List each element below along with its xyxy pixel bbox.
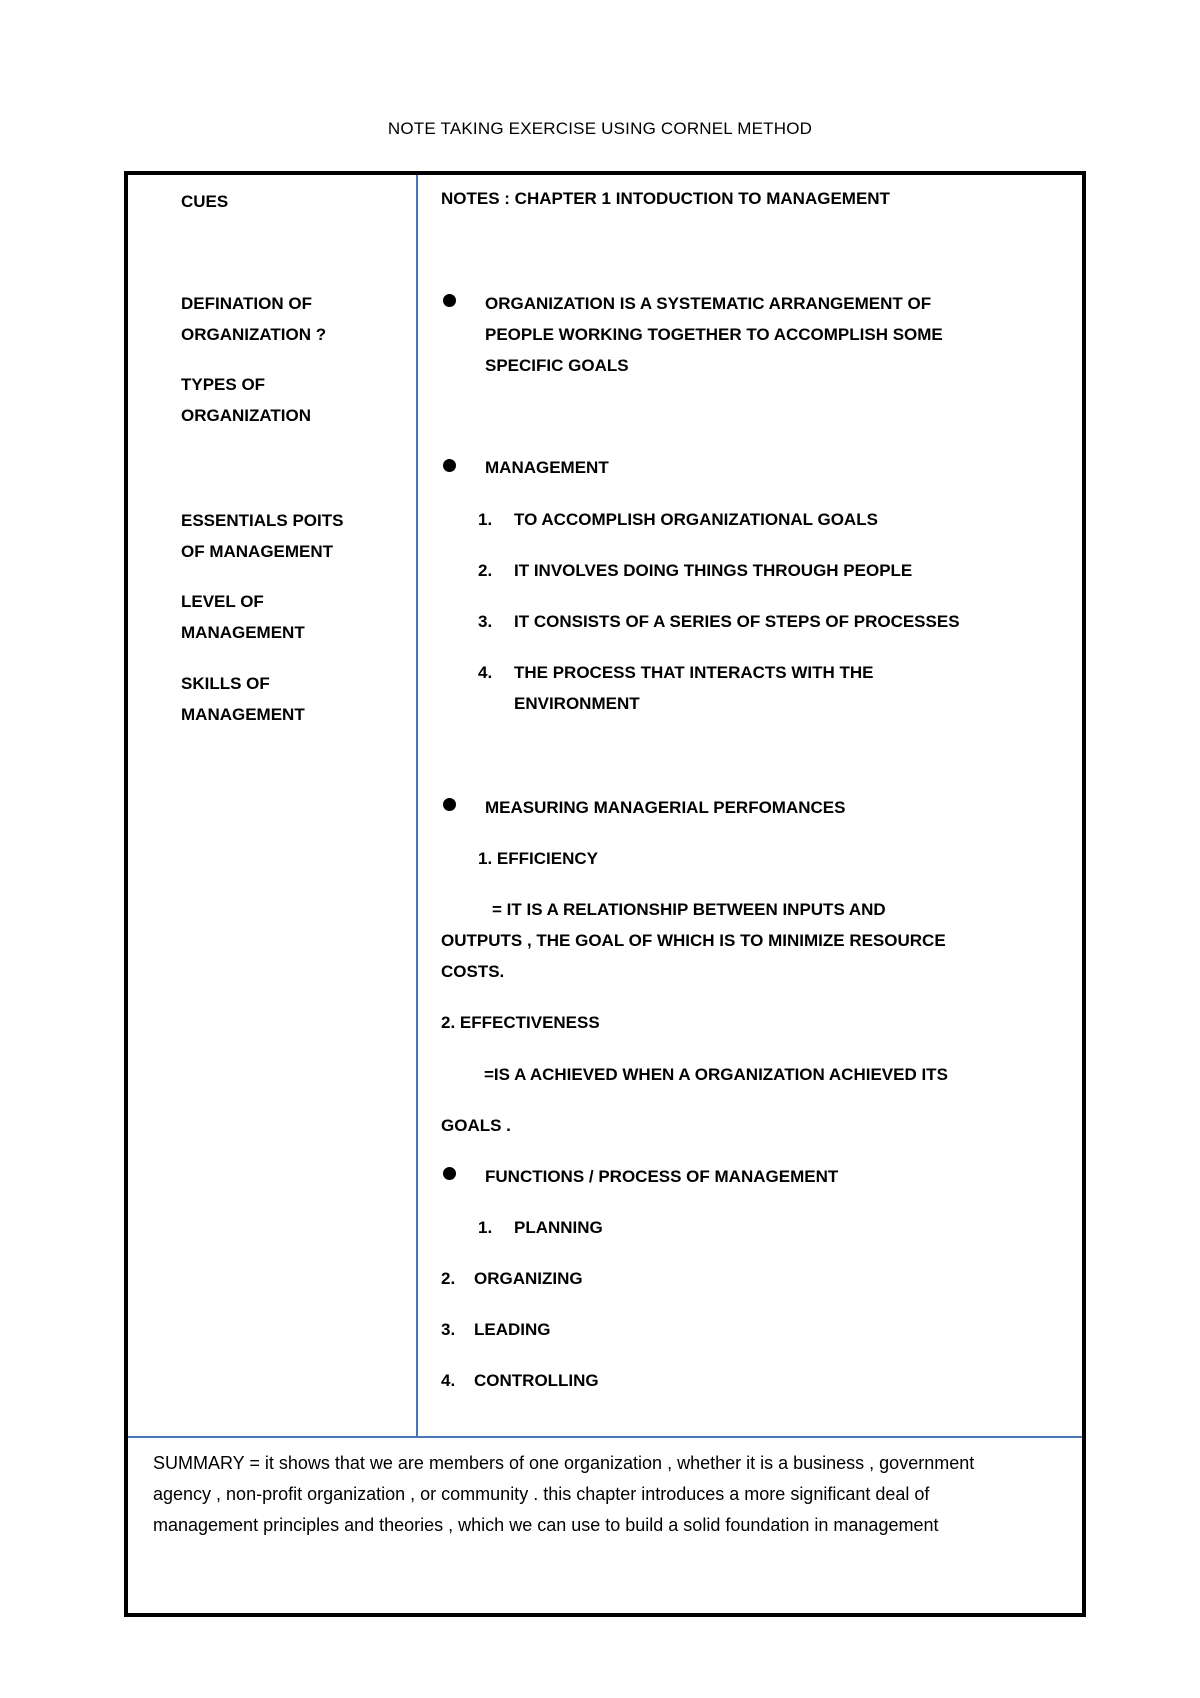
cue-column-divider — [416, 175, 418, 1437]
efficiency-label: 1. EFFICIENCY — [478, 849, 598, 868]
bullet-icon — [443, 294, 456, 307]
management-heading: MANAGEMENT — [485, 458, 609, 477]
effectiveness-definition: GOALS . — [441, 1116, 511, 1135]
list-item: TO ACCOMPLISH ORGANIZATIONAL GOALS — [514, 510, 878, 529]
efficiency-definition: = IT IS A RELATIONSHIP BETWEEN INPUTS AND — [492, 900, 886, 919]
bullet-icon — [443, 1167, 456, 1180]
summary-divider — [128, 1436, 1082, 1438]
list-number: 1. — [478, 510, 493, 529]
list-number: 2. — [478, 561, 493, 580]
efficiency-definition: OUTPUTS , THE GOAL OF WHICH IS TO MINIMIZE RESOURCE — [441, 931, 946, 950]
cues-header: CUES — [181, 192, 229, 211]
cue-item: LEVEL OF MANAGEMENT — [181, 592, 305, 642]
notes-header: NOTES : CHAPTER 1 INTODUCTION TO MANAGEMENT — [441, 189, 890, 208]
list-item: IT CONSISTS OF A SERIES OF STEPS OF PROCESSES — [514, 612, 960, 631]
cue-item: ESSENTIALS POITS OF MANAGEMENT — [181, 511, 344, 561]
organization-definition: ORGANIZATION IS A SYSTEMATIC ARRANGEMENT OF PEOPLE WORKING TOGETHER TO ACCOMPLISH SOME SPECIFIC GOALS — [485, 294, 943, 375]
list-number: 2. — [441, 1269, 456, 1288]
bullet-icon — [443, 798, 456, 811]
list-item: LEADING — [474, 1320, 551, 1339]
page-title: NOTE TAKING EXERCISE USING CORNEL METHOD — [387, 119, 813, 138]
list-item: THE PROCESS THAT INTERACTS WITH THE ENVIRONMENT — [514, 663, 874, 713]
measuring-heading: MEASURING MANAGERIAL PERFOMANCES — [485, 798, 846, 817]
list-number: 4. — [478, 663, 493, 682]
bullet-icon — [443, 459, 456, 472]
list-number: 4. — [441, 1371, 456, 1390]
effectiveness-definition: =IS A ACHIEVED WHEN A ORGANIZATION ACHIEVED ITS — [484, 1065, 948, 1084]
effectiveness-label: 2. EFFECTIVENESS — [441, 1013, 600, 1032]
efficiency-definition: COSTS. — [441, 962, 505, 981]
list-number: 1. — [478, 1218, 493, 1237]
list-number: 3. — [478, 612, 493, 631]
cue-item: DEFINATION OF ORGANIZATION ? — [181, 294, 327, 344]
list-item: ORGANIZING — [474, 1269, 583, 1288]
list-item: CONTROLLING — [474, 1371, 599, 1390]
list-item: PLANNING — [514, 1218, 603, 1237]
list-number: 3. — [441, 1320, 456, 1339]
functions-heading: FUNCTIONS / PROCESS OF MANAGEMENT — [485, 1167, 839, 1186]
summary-text: SUMMARY = it shows that we are members of one organization , whether it is a business , government agency , non-profit organization , or community . this chapter introduces a more significant deal of management principles and theories , which we can use to build a solid foundation in management — [153, 1453, 975, 1535]
cue-item: TYPES OF ORGANIZATION — [181, 375, 312, 425]
cue-item: SKILLS OF MANAGEMENT — [181, 674, 305, 724]
list-item: IT INVOLVES DOING THINGS THROUGH PEOPLE — [514, 561, 913, 580]
